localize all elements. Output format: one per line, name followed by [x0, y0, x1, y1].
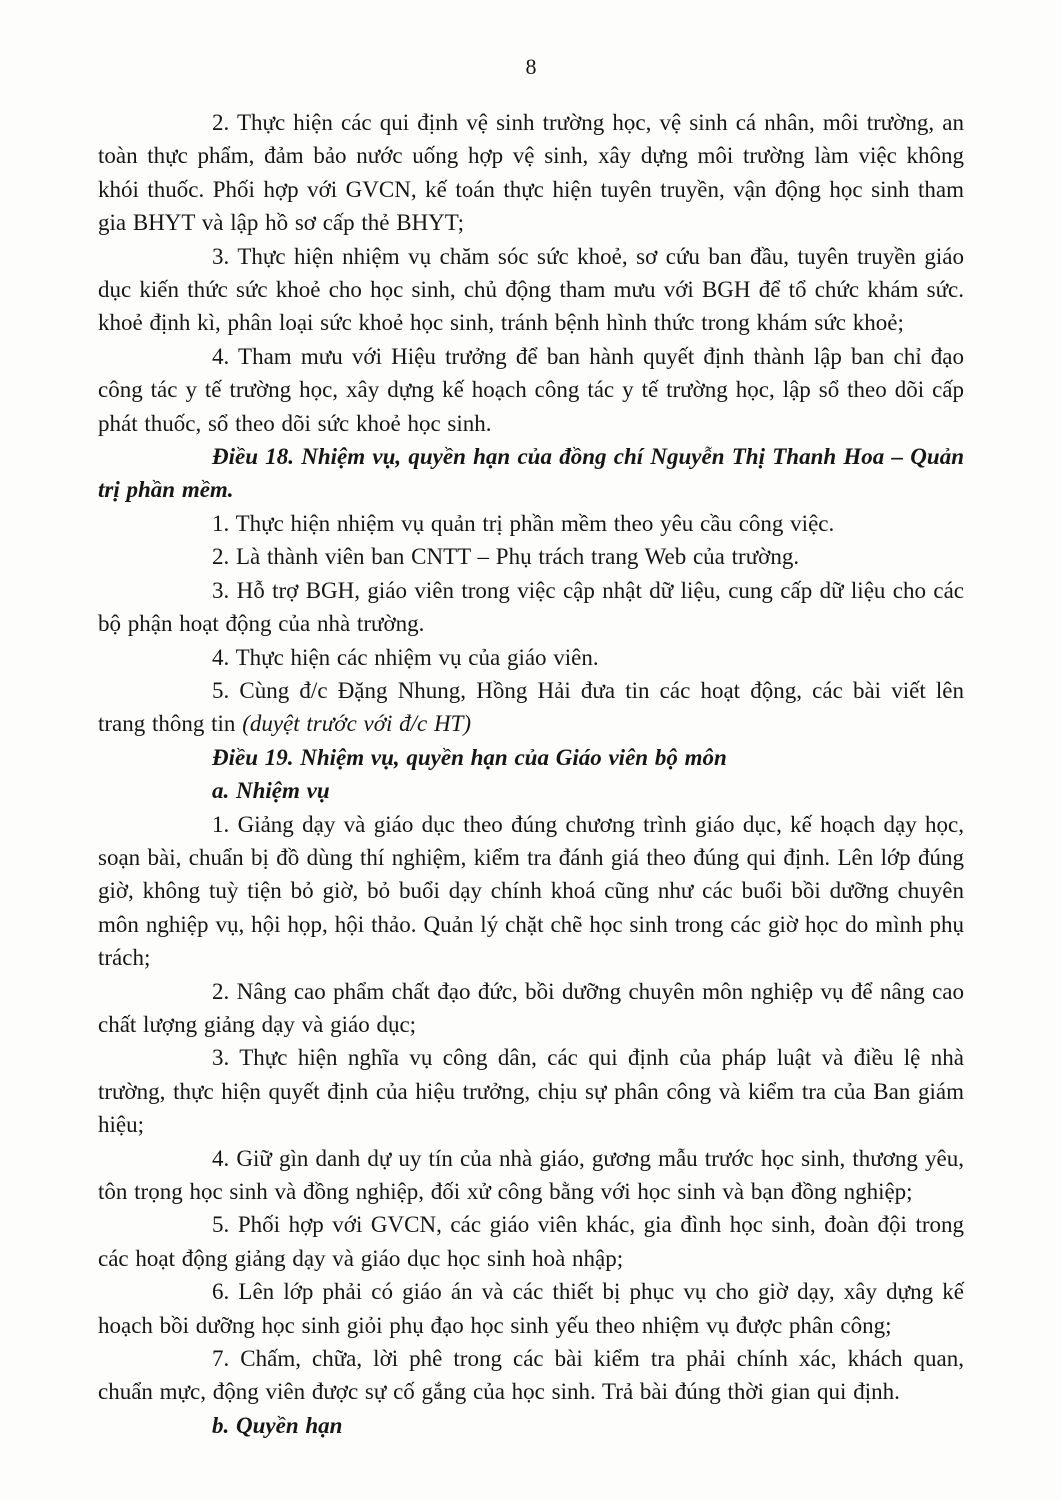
- article-19-item-7: 7. Chấm, chữa, lời phê trong các bài kiểm tra phải chính xác, khách quan, chuẩn mực, động viên được sự cố gắng của học sinh. Trả bài đúng thời gian qui định.: [98, 1346, 964, 1405]
- article-19-item-4: 4. Giữ gìn danh dự uy tín của nhà giáo, gương mẫu trước học sinh, thương yêu, tôn trọng học sinh và đồng nghiệp, đối xử công bằng với học sinh và bạn đồng nghiệp;: [98, 1145, 964, 1204]
- article-19-subheading-a: a. Nhiệm vụ: [212, 778, 330, 804]
- article-19-item-3: 3. Thực hiện nghĩa vụ công dân, các qui định của pháp luật và điều lệ nhà trường, thực hiện quyết định của hiệu trưởng, chịu sự phân công và kiểm tra của Ban giám hiệu;: [98, 1045, 964, 1138]
- article-19-subheading-b: b. Quyền hạn: [212, 1412, 343, 1438]
- article-18-item-5-note: (duyệt trước với đ/c HT): [242, 711, 472, 737]
- paragraph-item-4: 4. Tham mưu với Hiệu trưởng để ban hành quyết định thành lập ban chỉ đạo công tác y tế trường học, xây dựng kế hoạch công tác y tế trường học, lập sổ theo dõi cấp phát thuốc, sổ theo dõi sức khoẻ học sinh.: [98, 343, 964, 436]
- article-18-heading: Điều 18. Nhiệm vụ, quyền hạn của đồng chí Nguyễn Thị Thanh Hoa – Quản trị phần mềm.: [98, 444, 964, 503]
- article-19-item-6: 6. Lên lớp phải có giáo án và các thiết bị phục vụ cho giờ dạy, xây dựng kế hoạch bồi dưỡng học sinh giỏi phụ đạo học sinh yếu theo nhiệm vụ được phân công;: [98, 1279, 964, 1338]
- article-18-item-5-text: 5. Cùng đ/c Đặng Nhung, Hồng Hải đưa tin các hoạt động, các bài viết lên trang thông tin: [98, 677, 964, 737]
- article-19-item-1: 1. Giảng dạy và giáo dục theo đúng chương trình giáo dục, kế hoạch dạy học, soạn bài, chuẩn bị đồ dùng thí nghiệm, kiểm tra đánh giá theo đúng qui định. Lên lớp đúng giờ, không tuỳ tiện bỏ giờ, bỏ buổi dạy chính khoá cũng như các buổi bồi dưỡng chuyên môn nghiệp vụ, hội họp, hội thảo. Quản lý chặt chẽ học sinh trong các giờ học do mình phụ trách;: [98, 811, 964, 971]
- article-18-item-4: 4. Thực hiện các nhiệm vụ của giáo viên.: [212, 644, 599, 670]
- article-19-item-2: 2. Nâng cao phẩm chất đạo đức, bồi dưỡng chuyên môn nghiệp vụ để nâng cao chất lượng giảng dạy và giáo dục;: [98, 978, 964, 1037]
- article-18-item-2: 2. Là thành viên ban CNTT – Phụ trách trang Web của trường.: [212, 544, 800, 570]
- paragraph-item-3: 3. Thực hiện nhiệm vụ chăm sóc sức khoẻ, sơ cứu ban đầu, tuyên truyền giáo dục kiến thức sức khoẻ cho học sinh, chủ động tham mưu với BGH để tổ chức khám sức. khoẻ định kì, phân loại sức khoẻ học sinh, tránh bệnh hình thức trong khám sức khoẻ;: [98, 243, 964, 336]
- page-number: 8: [525, 54, 537, 79]
- article-18-item-5: [98, 674, 964, 741]
- article-19-heading: Điều 19. Nhiệm vụ, quyền hạn của Giáo viên bộ môn: [212, 744, 727, 770]
- article-19-item-5: 5. Phối hợp với GVCN, các giáo viên khác, gia đình học sinh, đoàn đội trong các hoạt động giảng dạy và giáo dục học sinh hoà nhập;: [98, 1212, 964, 1271]
- article-18-item-1: 1. Thực hiện nhiệm vụ quản trị phần mềm theo yêu cầu công việc.: [212, 510, 835, 536]
- paragraph-item-2: 2. Thực hiện các qui định vệ sinh trường học, vệ sinh cá nhân, môi trường, an toàn thực phẩm, đảm bảo nước uống hợp vệ sinh, xây dựng môi trường làm việc không khói thuốc. Phối hợp với GVCN, kế toán thực hiện tuyên truyền, vận động học sinh tham gia BHYT và lập hồ sơ cấp thẻ BHYT;: [98, 110, 964, 236]
- article-18-item-3: 3. Hỗ trợ BGH, giáo viên trong việc cập nhật dữ liệu, cung cấp dữ liệu cho các bộ phận hoạt động của nhà trường.: [98, 577, 964, 637]
